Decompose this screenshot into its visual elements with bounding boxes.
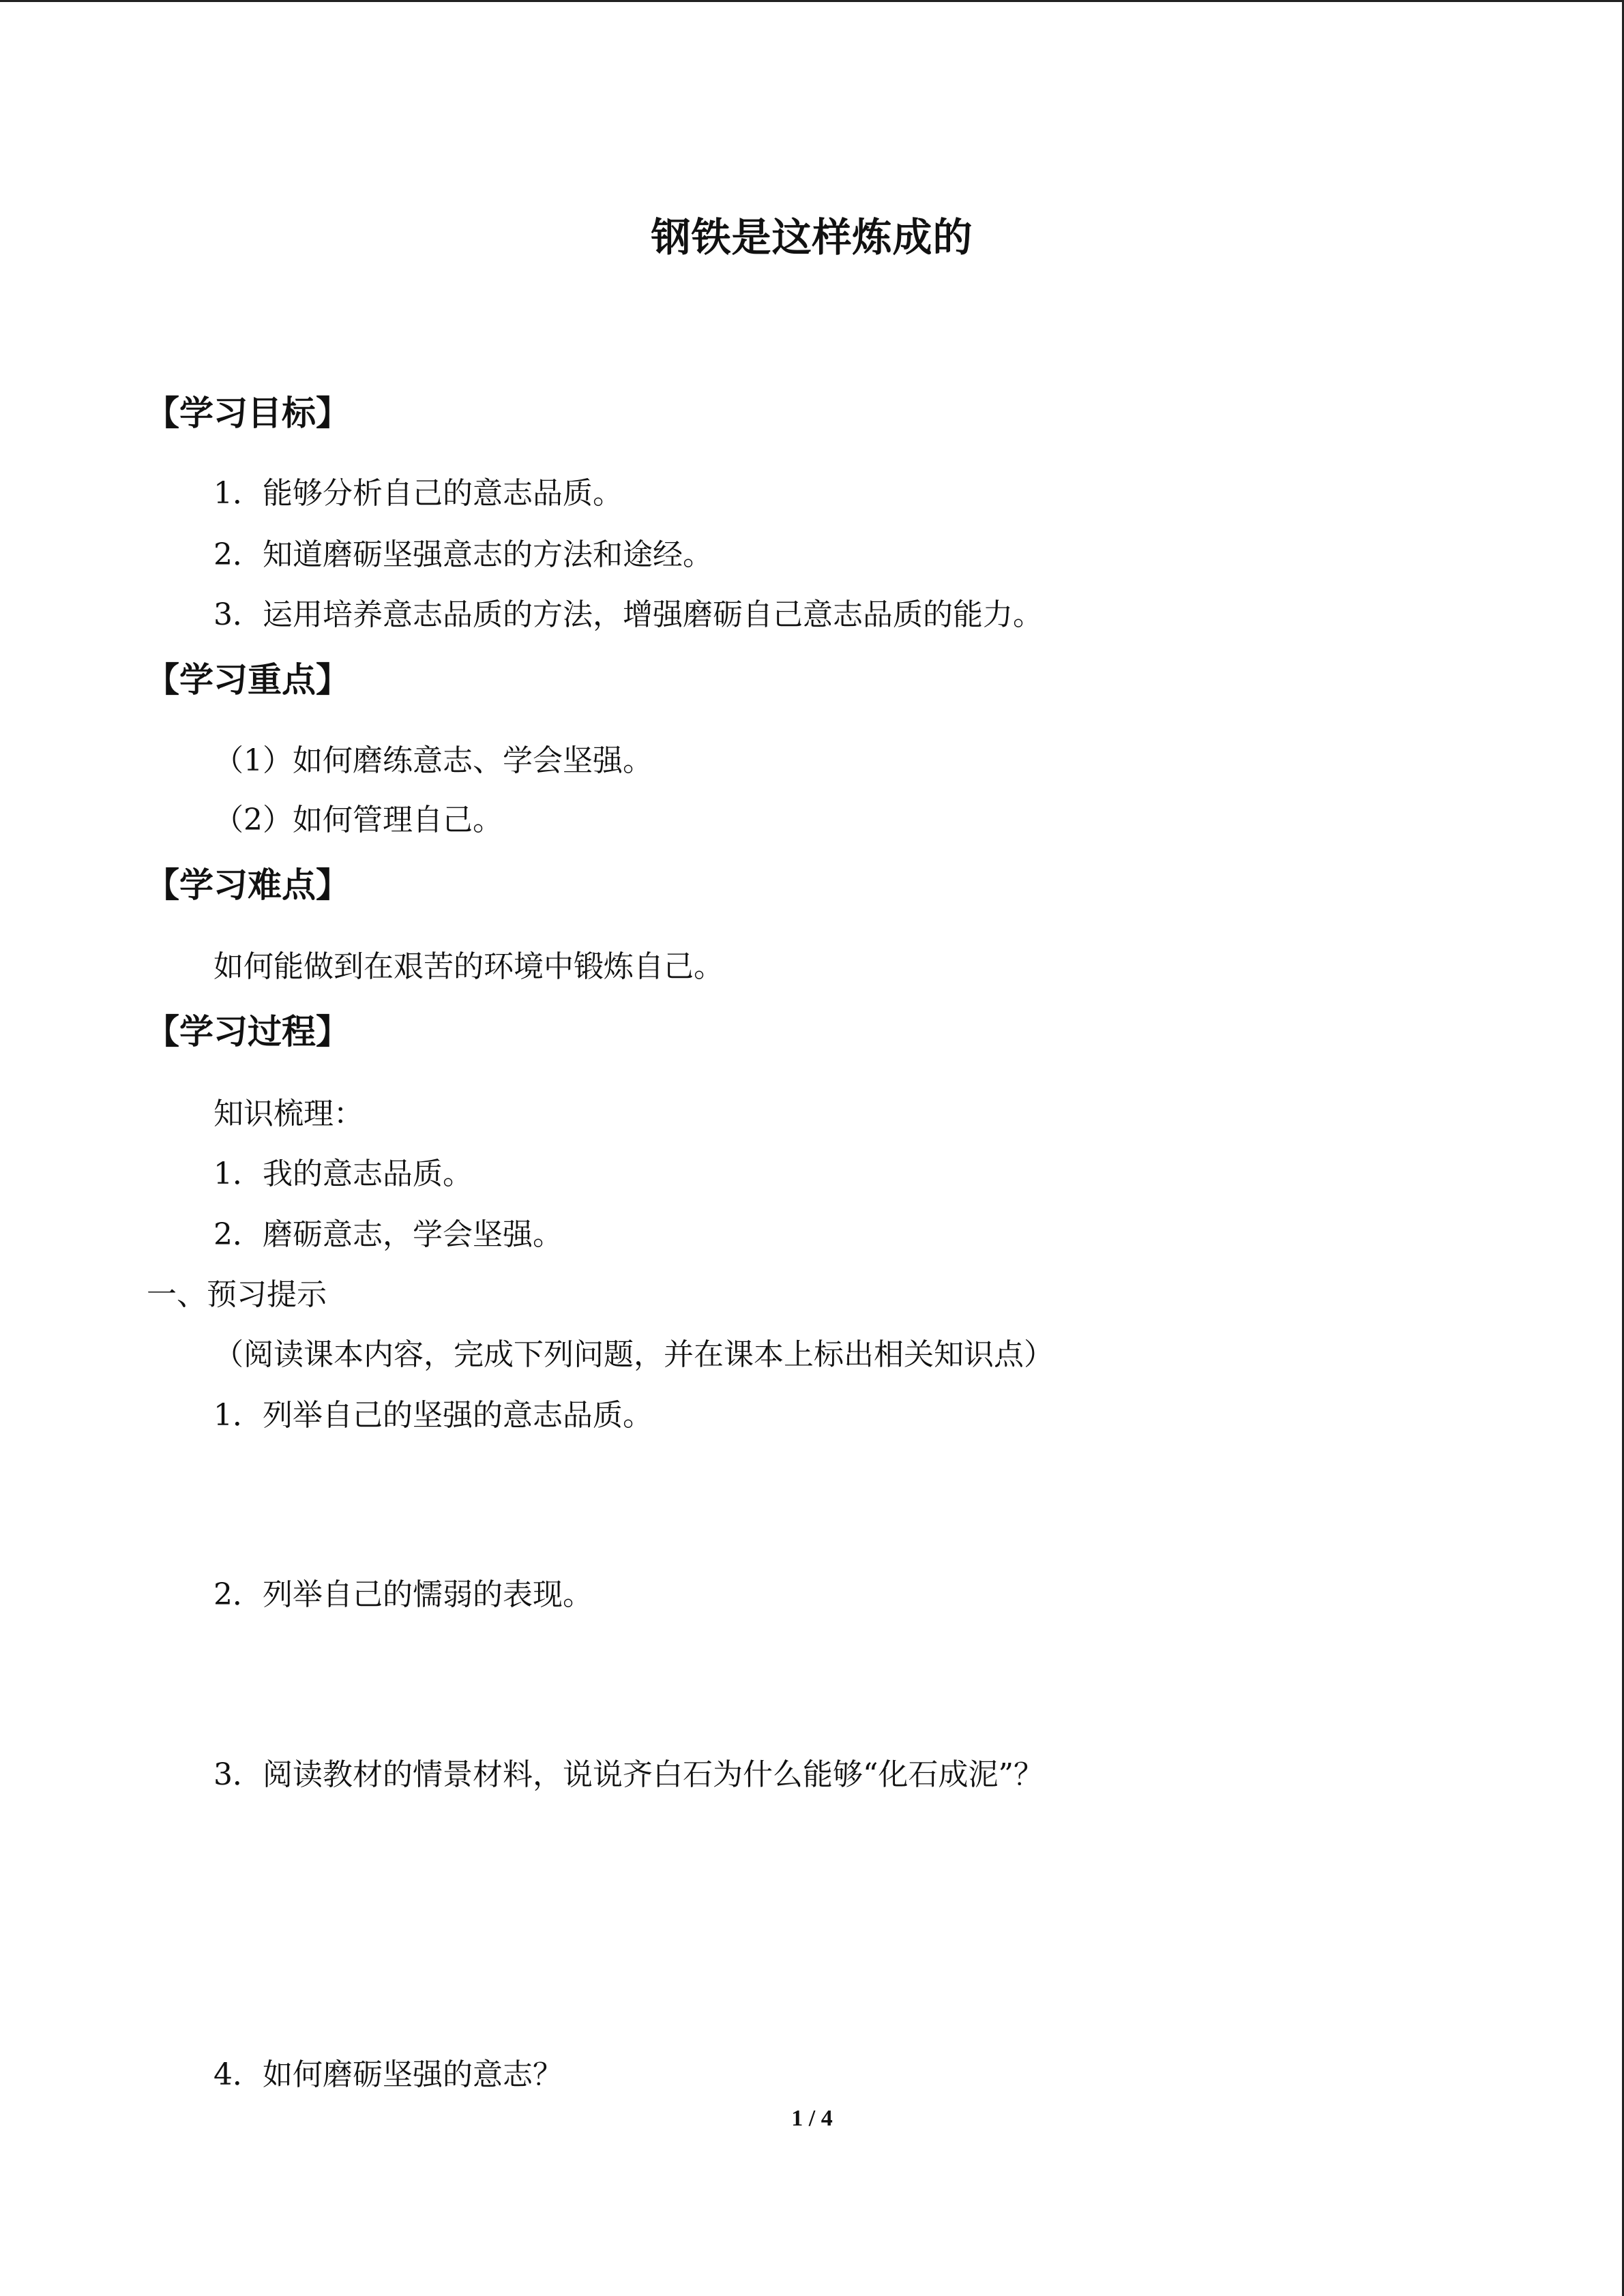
objective-item: 2．知道磨砺坚强意志的方法和途经。 [213,537,713,572]
key-point-item: （1）如何磨练意志、学会坚强。 [213,743,653,778]
knowledge-item: 1．我的意志品质。 [213,1157,473,1191]
preview-note: （阅读课本内容，完成下列问题，并在课本上标出相关知识点） [213,1337,1054,1372]
section-heading-process: 【学习过程】 [145,1012,350,1052]
question-item: 3．阅读教材的情景材料，说说齐白石为什么能够“化石成泥”？ [213,1757,1044,1792]
key-point-item: （2）如何管理自己。 [213,803,503,837]
knowledge-item: 2．磨砺意志，学会坚强。 [213,1217,563,1252]
preview-heading: 一、预习提示 [147,1277,327,1312]
section-heading-objectives: 【学习目标】 [145,393,350,433]
page-number: 1 / 4 [791,2106,833,2131]
objective-item: 3．运用培养意志品质的方法，增强磨砺自己意志品质的能力。 [213,597,1043,632]
objective-item: 1．能够分析自己的意志品质。 [213,476,623,511]
knowledge-label: 知识梳理： [213,1097,364,1131]
question-item: 2．列举自己的懦弱的表现。 [213,1577,593,1612]
question-item: 1．列举自己的坚强的意志品质。 [213,1398,653,1433]
section-heading-difficulties: 【学习难点】 [145,865,350,905]
document-title: 钢铁是这样炼成的 [651,214,973,260]
difficulty-item: 如何能做到在艰苦的环境中锻炼自己。 [213,949,724,984]
section-heading-key-points: 【学习重点】 [145,660,350,700]
question-item: 4．如何磨砺坚强的意志？ [213,2057,563,2092]
page-border-top [0,0,1624,2]
